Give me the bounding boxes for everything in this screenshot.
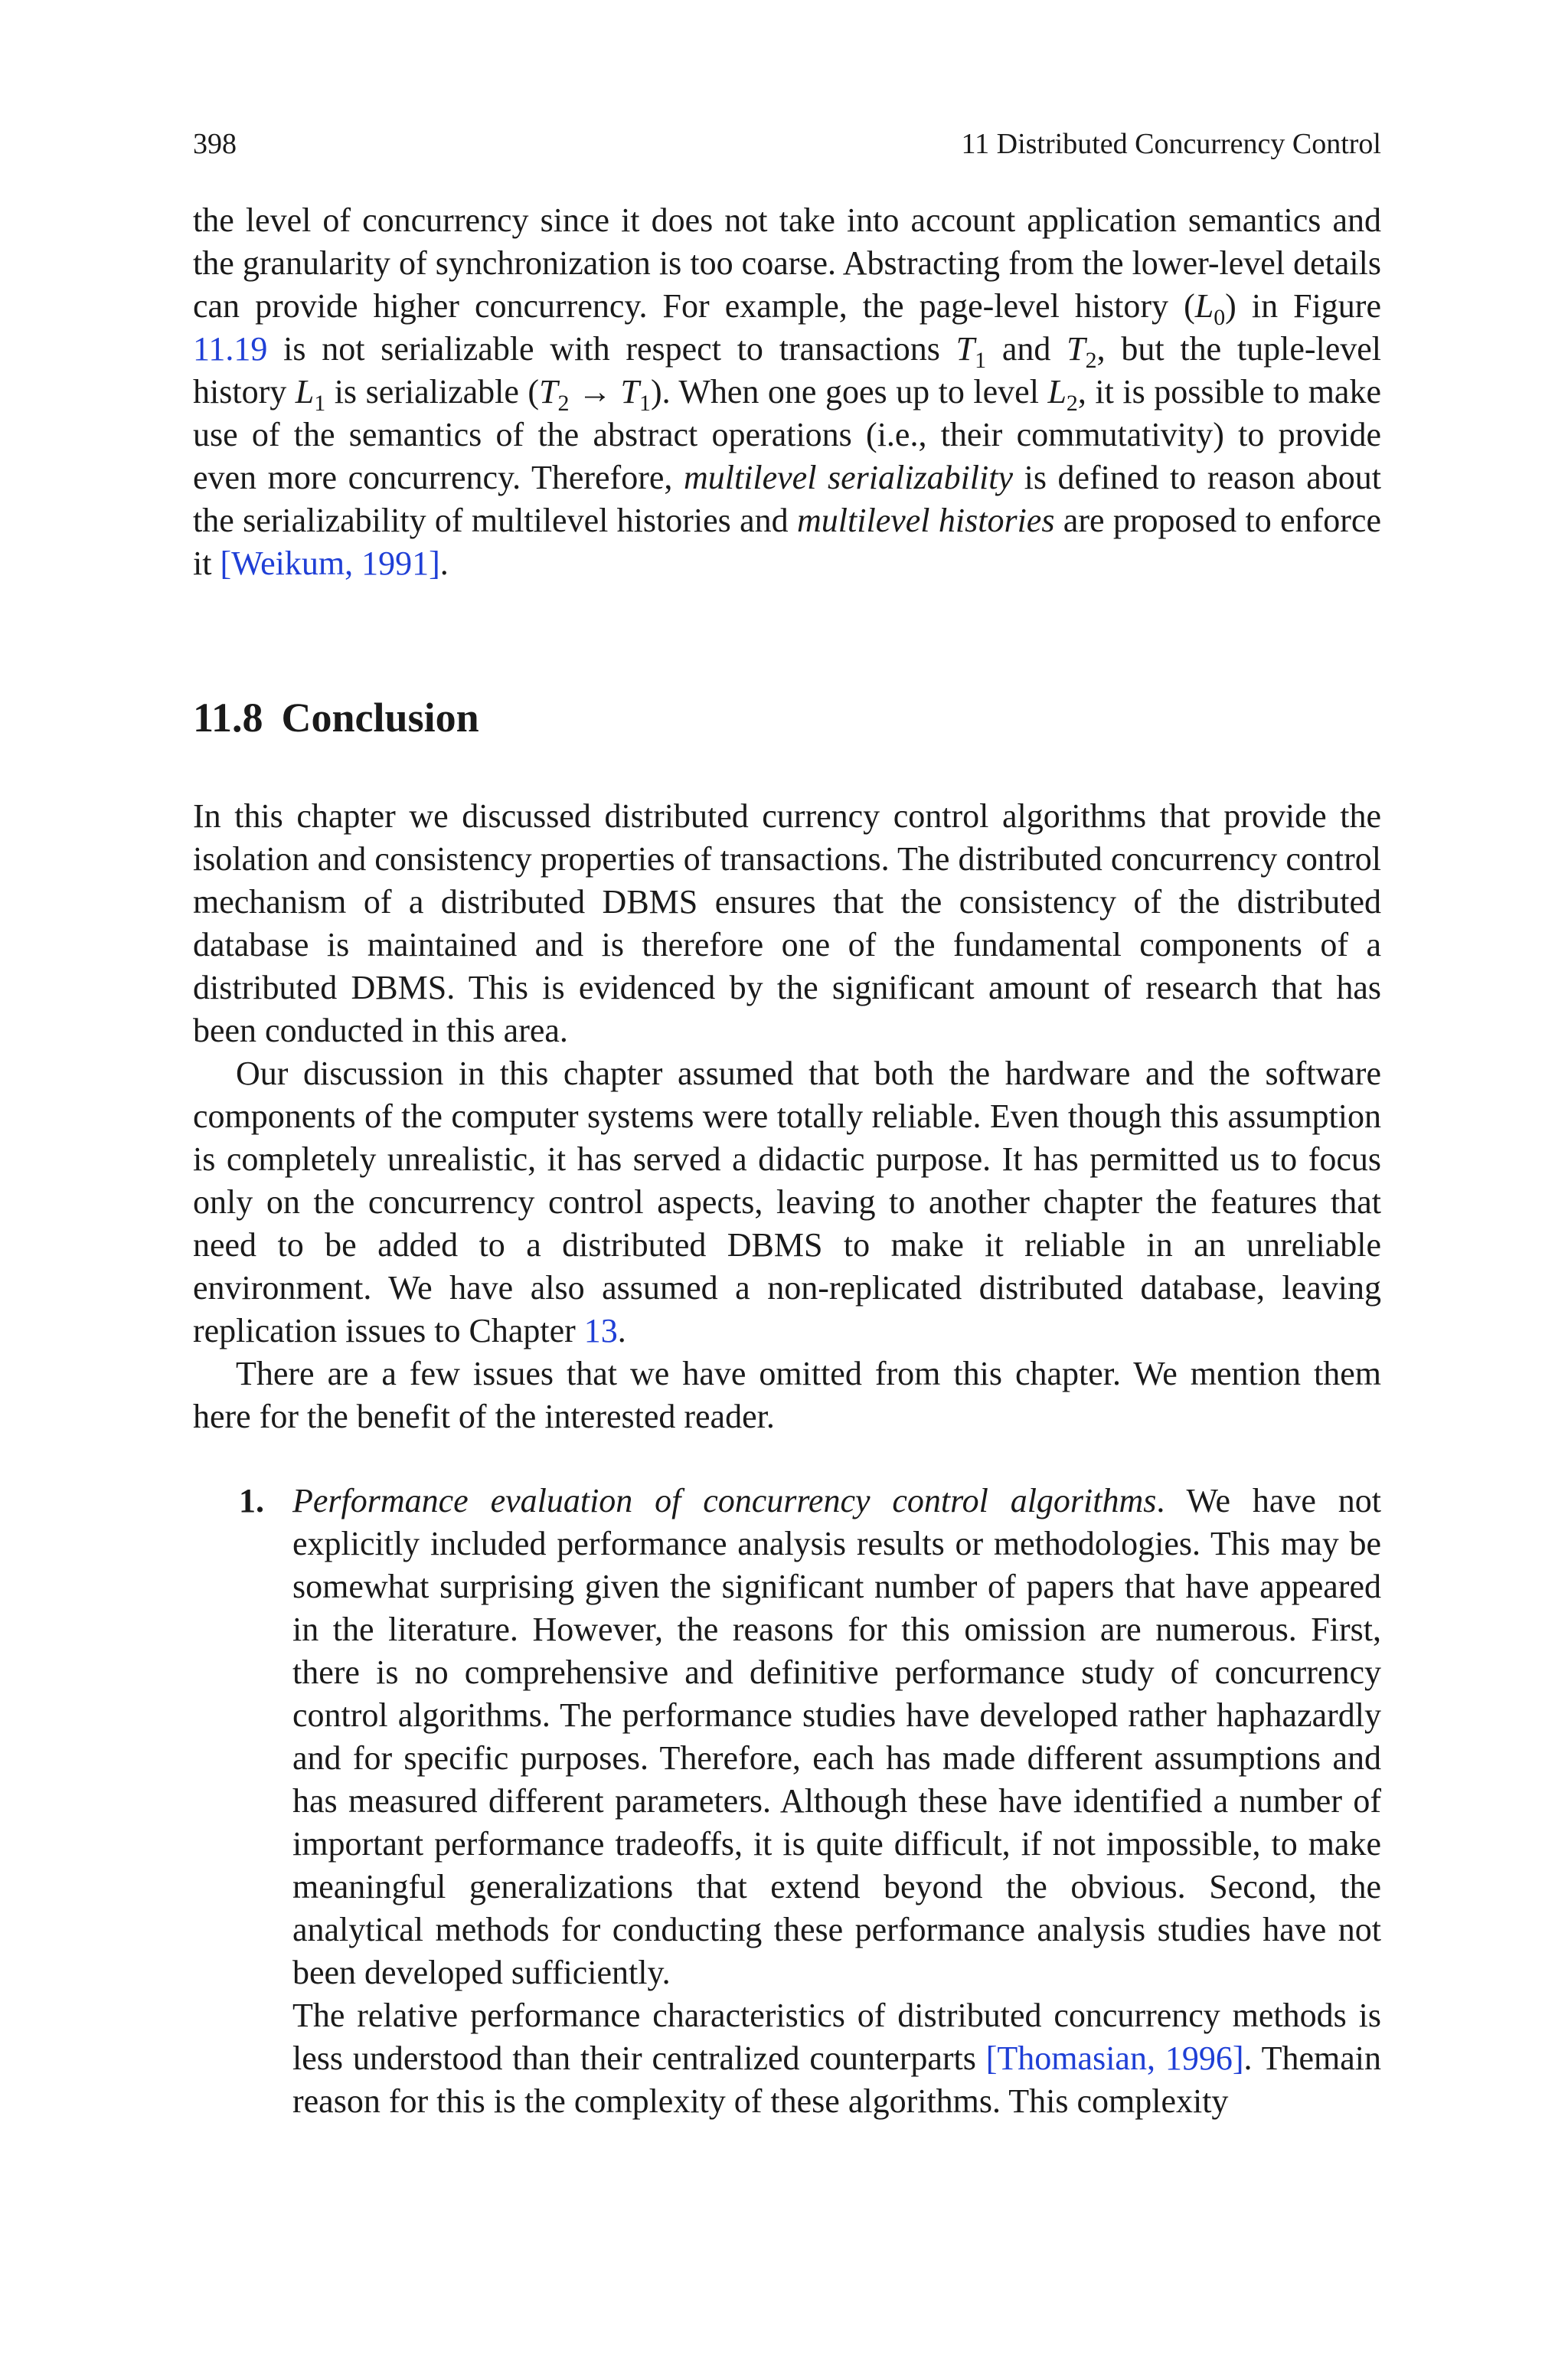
page-number: 398 — [193, 128, 237, 160]
citation-weikum-1991[interactable]: [Weikum, 1991] — [220, 545, 440, 582]
book-page — [193, 0, 1381, 2378]
chapter-running-title: 11 Distributed Concurrency Control — [961, 128, 1381, 160]
conclusion-paragraph-2: Our discussion in this chapter assumed that both the hardware and the software components of the computer systems were totally reliable. Even though this assumption is completely unrealistic, it has served a didactic purpose. It has permitted us to focus only on the concurrency control aspects, leaving to another chapter the features that need to be added to a distributed DBMS to make it reliable in an unreliable environment. We have also assumed a non-replicated distributed database, leaving replication issues to Chapter 13. — [193, 1055, 1381, 1349]
section-heading — [193, 693, 479, 742]
list-item-body: Performance evaluation of concurrency control algorithms. We have not explicitly included performance analysis results or methodologies. This may be somewhat surprising given the significant number of papers that have appeared in the literature. However, the reasons for this omission are numerous. First, there is no comprehensive and definitive performance study of concurrency control algorithms. The performance studies have developed rather haphazardly and for specific purposes. Therefore, each has made different assumptions and has measured different parameters. Although these have identified a number of important performance tradeoffs, it is quite difficult, if not impossible, to make meaningful generalizations that extend beyond the obvious. Second, the analytical methods for conducting these performance analysis studies have not been developed sufficiently. — [292, 1482, 1381, 1991]
conclusion-paragraph-1: In this chapter we discussed distributed currency control algorithms that provide the isolation and consistency properties of transactions. The distributed concurrency control mechanism of a distributed DBMS ensures that the consistency of the distributed database is maintained and is therefore one of the fundamental components of a distributed DBMS. This is evidenced by the significant amount of research that has been conducted in this area. — [193, 797, 1381, 1049]
chapter-link-13[interactable]: 13 — [583, 1312, 618, 1349]
conclusion-paragraph-3: There are a few issues that we have omitted from this chapter. We mention them here for the benefit of the interested reader. — [193, 1355, 1381, 1435]
list-item — [193, 1480, 1381, 2123]
section-number: 11.8 — [193, 695, 263, 741]
list-item-continuation: The relative performance characteristics of distributed concurrency methods is less understood than their centralized counterparts [Thomasian, 1996]. Themain reason for this is the complexity of these algorithms. This complexity — [292, 1997, 1381, 2120]
running-head — [193, 123, 1381, 165]
list-marker: 1. — [239, 1482, 264, 1519]
section-title: Conclusion — [281, 695, 479, 741]
term-multilevel-serializability: multilevel serializability — [683, 459, 1014, 496]
term-multilevel-histories: multilevel histories — [797, 502, 1055, 539]
figure-link-11-19[interactable]: 11.19 — [193, 330, 268, 368]
omitted-issues-list — [193, 1480, 1381, 2123]
intro-paragraph: the level of concurrency since it does not take into account application semantics and the granularity of synchronization is too coarse. Abstracting from the lower-level details can provide higher concurrency. For example, the page-level history $(L_0)$ in Figure 11.19 is not serializable with respect to transactions $T_1$ and $T_2$, but the tuple-level history $L_1$ is serializable $(T_2 \to T_1)$. When one goes up to level $L_2$, it is possible to make use of the semantics of the abstract operations (i.e., their commutativity) to provide even more concurrency. Therefore, multilevel serializability is defined to reason about the serializability of multilevel histories and multilevel histories are proposed to enforce it [Weikum, 1991]. — [193, 201, 1382, 582]
citation-thomasian-1996[interactable]: [Thomasian, 1996] — [985, 2039, 1244, 2077]
list-item-title: Performance evaluation of concurrency control algorithms — [292, 1482, 1157, 1519]
